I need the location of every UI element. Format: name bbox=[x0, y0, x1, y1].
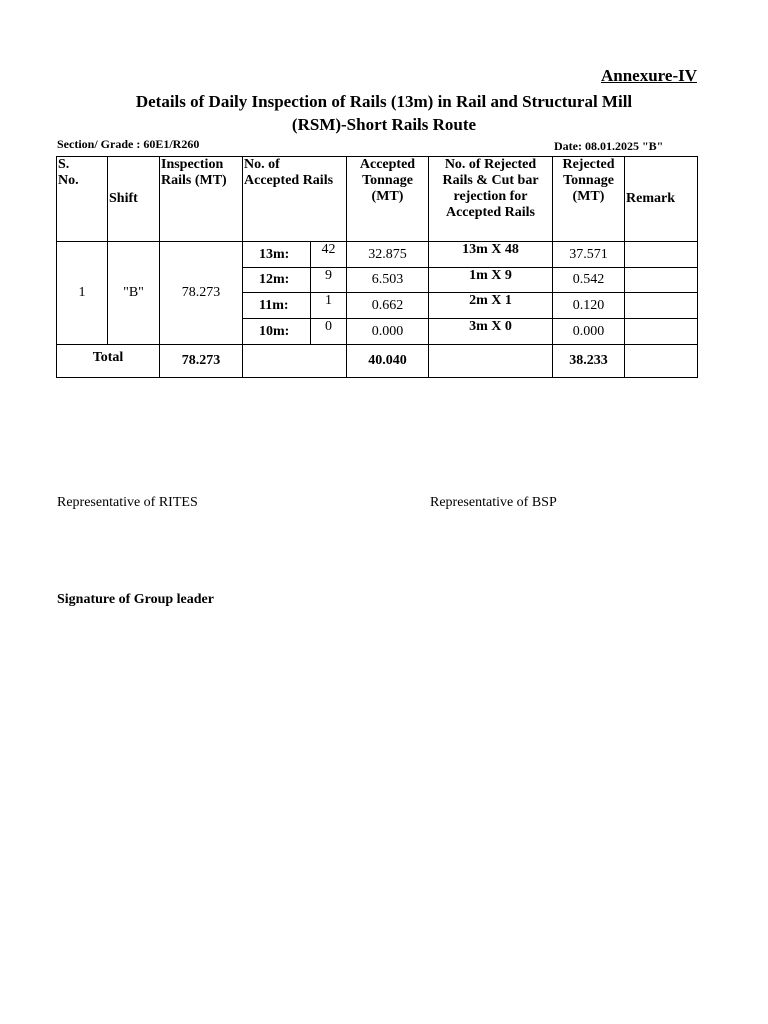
header-text: Inspection bbox=[161, 157, 224, 172]
cell-count: 9 bbox=[311, 268, 347, 293]
cell-accepted-tonnage: 6.503 bbox=[347, 268, 429, 293]
total-label: Total bbox=[57, 345, 160, 378]
cell-rejected-tonnage: 37.571 bbox=[553, 242, 625, 268]
total-rejected-rails bbox=[429, 345, 553, 378]
cell-length: 11m: bbox=[243, 293, 311, 319]
annexure-label: Annexure-IV bbox=[600, 66, 697, 85]
cell-rejected: 13m X 48 bbox=[429, 242, 553, 268]
total-rejected-tonnage: 38.233 bbox=[553, 345, 625, 378]
group-leader-signature: Signature of Group leader bbox=[57, 592, 214, 607]
header-text: Remark bbox=[626, 191, 675, 206]
cell-sno: 1 bbox=[57, 242, 108, 345]
cell-length: 12m: bbox=[243, 268, 311, 293]
cell-accepted-tonnage: 0.662 bbox=[347, 293, 429, 319]
cell-length: 13m: bbox=[243, 242, 311, 268]
cell-rejected-tonnage: 0.120 bbox=[553, 293, 625, 319]
header-text: (MT) bbox=[371, 189, 404, 204]
rep-bsp: Representative of BSP bbox=[430, 495, 557, 510]
cell-count: 0 bbox=[311, 319, 347, 345]
table-row bbox=[57, 242, 698, 268]
section-grade: Section/ Grade : 60E1/R260 bbox=[57, 137, 200, 151]
total-accepted-rails bbox=[243, 345, 347, 378]
header-inspection bbox=[160, 157, 243, 242]
cell-rejected-tonnage: 0.542 bbox=[553, 268, 625, 293]
total-accepted-tonnage: 40.040 bbox=[347, 345, 429, 378]
header-text: Rails (MT) bbox=[161, 173, 227, 188]
header-text: No. of bbox=[244, 157, 280, 172]
header-text: rejection for bbox=[453, 189, 528, 204]
total-remark bbox=[625, 345, 698, 378]
header-text: S. bbox=[58, 157, 70, 172]
rep-rites: Representative of RITES bbox=[57, 495, 198, 510]
header-text: Accepted Rails bbox=[445, 205, 536, 220]
cell-accepted-tonnage: 32.875 bbox=[347, 242, 429, 268]
header-text: Tonnage bbox=[362, 173, 413, 188]
cell-remark bbox=[625, 293, 698, 319]
header-text: (MT) bbox=[572, 189, 605, 204]
header-accepted-rails bbox=[243, 157, 347, 242]
header-accepted-tonnage bbox=[347, 157, 429, 242]
cell-rejected-tonnage: 0.000 bbox=[553, 319, 625, 345]
page-title bbox=[0, 90, 768, 136]
cell-rejected: 2m X 1 bbox=[429, 293, 553, 319]
cell-length: 10m: bbox=[243, 319, 311, 345]
title-line-2: (RSM)-Short Rails Route bbox=[291, 115, 477, 134]
cell-accepted-tonnage: 0.000 bbox=[347, 319, 429, 345]
cell-rejected: 3m X 0 bbox=[429, 319, 553, 345]
header-text: Rejected bbox=[562, 157, 615, 172]
total-inspection: 78.273 bbox=[160, 345, 243, 378]
header-rejected-tonnage bbox=[553, 157, 625, 242]
cell-shift: "B" bbox=[108, 242, 160, 345]
cell-count: 1 bbox=[311, 293, 347, 319]
header-text: Tonnage bbox=[563, 173, 614, 188]
inspection-table bbox=[56, 156, 698, 378]
header-rejected-rails bbox=[429, 157, 553, 242]
total-row bbox=[57, 345, 698, 378]
cell-remark bbox=[625, 242, 698, 268]
header-text: No. of Rejected bbox=[444, 157, 537, 172]
header-text: Accepted bbox=[359, 157, 416, 172]
cell-count: 42 bbox=[311, 242, 347, 268]
title-line-1: Details of Daily Inspection of Rails (13m) in Rail and Structural Mill bbox=[135, 92, 633, 111]
header-shift bbox=[108, 157, 160, 242]
report-date: Date: 08.01.2025 "B" bbox=[554, 139, 664, 153]
header-text: Rails & Cut bar bbox=[442, 173, 539, 188]
header-row bbox=[57, 157, 698, 242]
header-sno bbox=[57, 157, 108, 242]
cell-remark bbox=[625, 268, 698, 293]
header-text: No. bbox=[58, 173, 79, 188]
header-remark bbox=[625, 157, 698, 242]
header-text: Shift bbox=[109, 191, 138, 206]
cell-inspection: 78.273 bbox=[160, 242, 243, 345]
header-text: Accepted Rails bbox=[244, 173, 334, 188]
cell-remark bbox=[625, 319, 698, 345]
cell-rejected: 1m X 9 bbox=[429, 268, 553, 293]
